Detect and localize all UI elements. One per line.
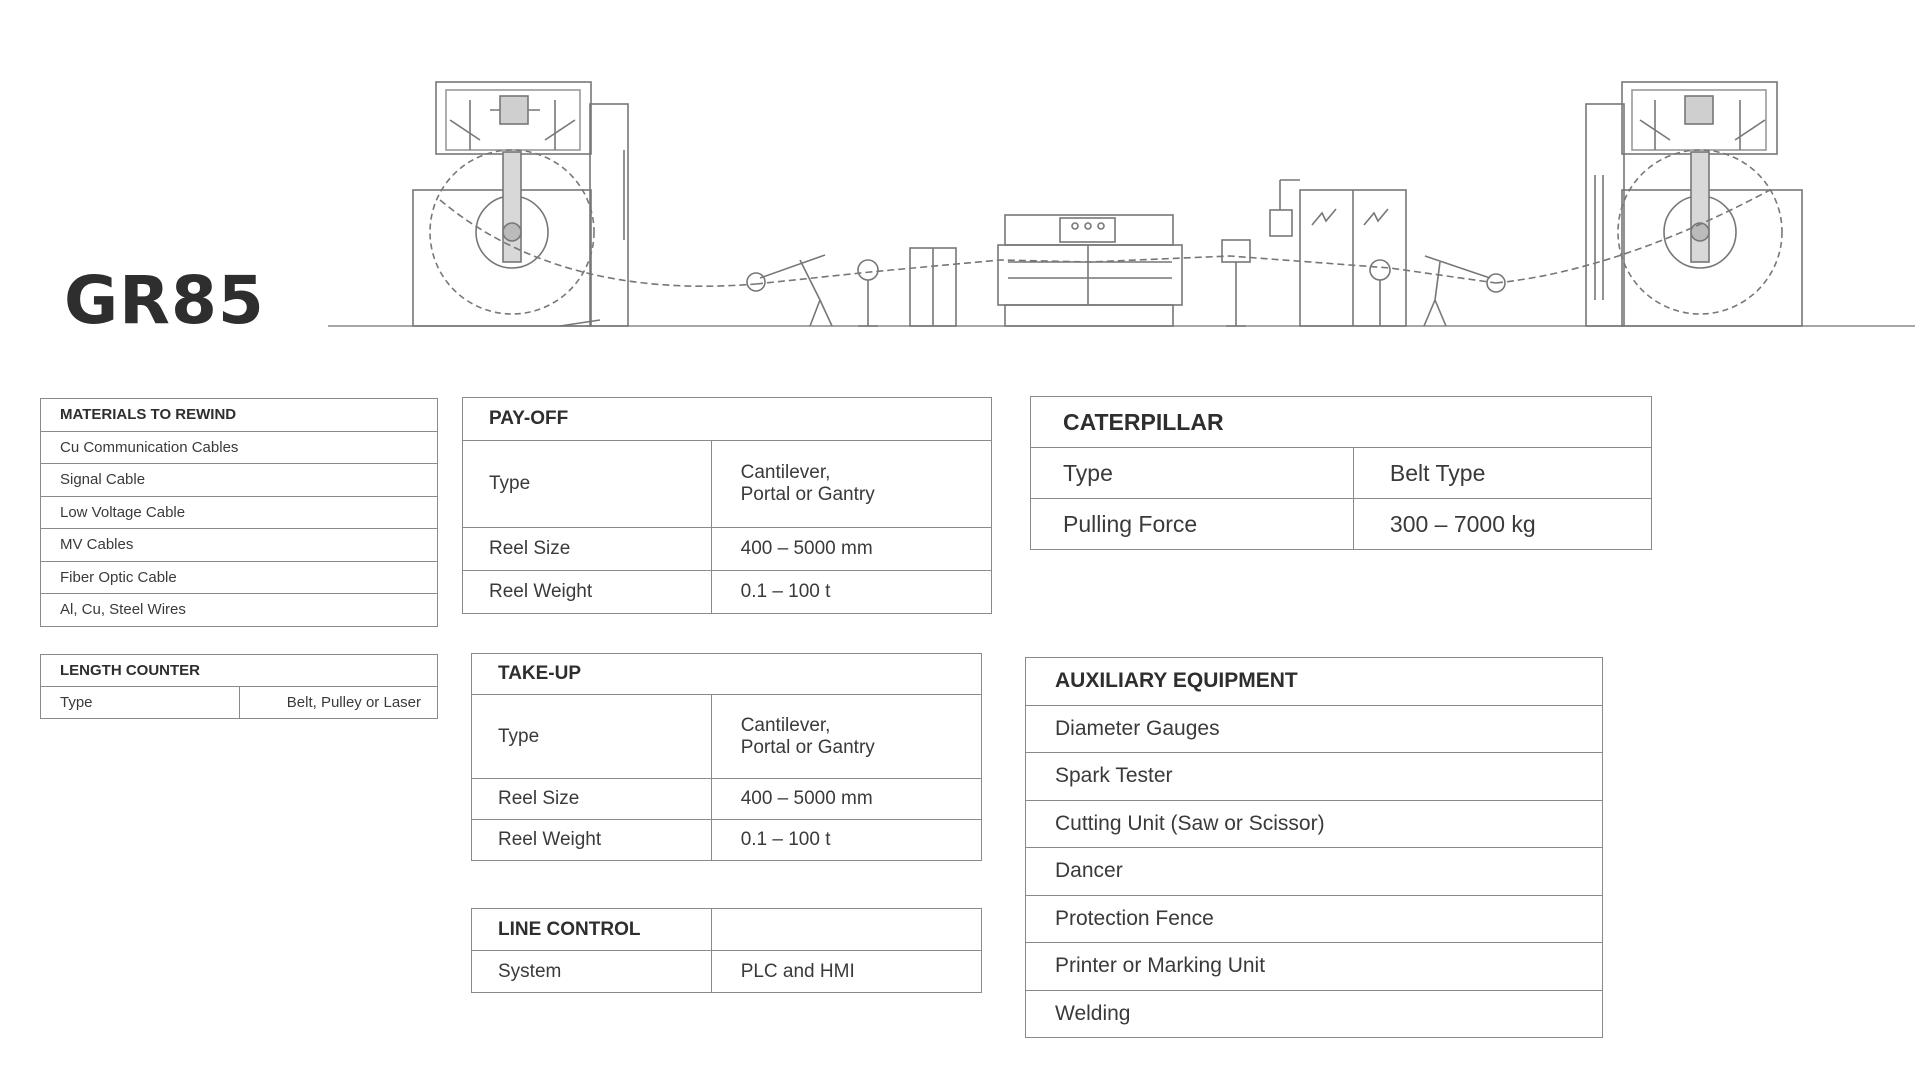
list-item: Cutting Unit (Saw or Scissor) <box>1026 800 1603 848</box>
list-item: Printer or Marking Unit <box>1026 943 1603 991</box>
payoff-type-value <box>711 441 991 528</box>
machine-line-drawing <box>0 0 1920 340</box>
list-item: Signal Cable <box>41 464 438 497</box>
takeup-table <box>471 653 982 861</box>
payoff-reel-weight-label: Reel Weight <box>463 571 712 614</box>
takeup-reel-weight-label: Reel Weight <box>472 820 712 861</box>
takeup-reel-weight-value: 0.1 – 100 t <box>711 820 981 861</box>
list-item: Fiber Optic Cable <box>41 561 438 594</box>
caterpillar-drawing <box>998 215 1182 326</box>
dancer-left-drawing <box>747 255 832 326</box>
takeup-type-label: Type <box>472 695 712 779</box>
payoff-reel-weight-value: 0.1 – 100 t <box>711 571 991 614</box>
control-cabinet-drawing <box>1270 180 1406 326</box>
model-title: GR85 <box>64 262 265 339</box>
gauge-stand-drawing <box>1222 240 1250 326</box>
materials-table <box>40 398 438 627</box>
list-item: Spark Tester <box>1026 753 1603 801</box>
line-control-system-label: System <box>472 951 712 993</box>
length-counter-title: LENGTH COUNTER <box>41 655 438 687</box>
takeup-title: TAKE-UP <box>472 654 982 695</box>
list-item: Welding <box>1026 990 1603 1038</box>
payoff-reel-size-value: 400 – 5000 mm <box>711 528 991 571</box>
length-type-label: Type <box>41 687 240 719</box>
takeup-type-value-line1: Cantilever, <box>740 714 831 736</box>
takeup-type-value <box>711 695 981 779</box>
list-item: Cu Communication Cables <box>41 431 438 464</box>
caterpillar-type-value: Belt Type <box>1353 448 1651 499</box>
payoff-type-value-line1: Cantilever, <box>740 462 831 483</box>
materials-title: MATERIALS TO REWIND <box>41 399 438 432</box>
payoff-title: PAY-OFF <box>463 398 992 441</box>
list-item: Al, Cu, Steel Wires <box>41 594 438 627</box>
list-item: Protection Fence <box>1026 895 1603 943</box>
payoff-table <box>462 397 992 614</box>
list-item: Low Voltage Cable <box>41 496 438 529</box>
caterpillar-type-label: Type <box>1031 448 1354 499</box>
caterpillar-force-label: Pulling Force <box>1031 499 1354 550</box>
line-control-title: LINE CONTROL <box>472 909 712 951</box>
dancer-right-drawing <box>1424 256 1505 326</box>
length-counter-table <box>40 654 438 719</box>
line-control-system-value: PLC and HMI <box>711 951 981 993</box>
takeup-reel-size-value: 400 – 5000 mm <box>711 779 981 820</box>
caterpillar-title: CATERPILLAR <box>1031 397 1652 448</box>
payoff-reel-size-label: Reel Size <box>463 528 712 571</box>
payoff-type-label: Type <box>463 441 712 528</box>
takeup-reel-size-label: Reel Size <box>472 779 712 820</box>
takeup-type-value-line2: Portal or Gantry <box>740 736 875 758</box>
caterpillar-table <box>1030 396 1652 550</box>
pulley-right-drawing <box>1370 260 1390 326</box>
list-item: Dancer <box>1026 848 1603 896</box>
pulley-left-drawing <box>858 260 878 326</box>
caterpillar-force-value: 300 – 7000 kg <box>1353 499 1651 550</box>
list-item: MV Cables <box>41 529 438 562</box>
line-control-empty-cell <box>711 909 981 951</box>
payoff-type-value-line2: Portal or Gantry <box>740 484 875 505</box>
takeup-stand-drawing <box>1586 82 1802 326</box>
auxiliary-title: AUXILIARY EQUIPMENT <box>1026 658 1603 706</box>
line-control-table <box>471 908 982 993</box>
auxiliary-table <box>1025 657 1603 1038</box>
list-item: Diameter Gauges <box>1026 705 1603 753</box>
length-type-value: Belt, Pulley or Laser <box>239 687 438 719</box>
